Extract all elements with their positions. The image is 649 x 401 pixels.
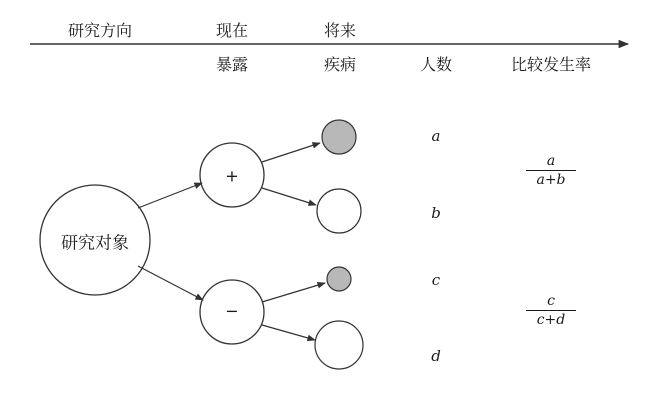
unexposed-healthy-circle <box>315 321 363 369</box>
negative-exposure-sign: − <box>225 301 239 321</box>
study-subject-label: 研究对象 <box>61 233 129 254</box>
positive-exposure-sign: + <box>225 166 239 186</box>
header-exposure: 暴露 <box>215 55 249 74</box>
header-present: 现在 <box>215 21 249 40</box>
rate-unexposed <box>526 293 576 328</box>
rate-unexposed-numerator: c <box>547 293 555 309</box>
unexposed-diseased-circle <box>327 267 351 291</box>
rate-unexposed-denominator: c+d <box>536 312 566 328</box>
arrow-exposed-diseased <box>262 143 320 162</box>
header-count: 人数 <box>419 55 453 74</box>
header-direction: 研究方向 <box>67 21 133 40</box>
rate-exposed <box>526 153 576 188</box>
rate-exposed-denominator: a+b <box>536 172 566 188</box>
header-incidence: 比较发生率 <box>510 55 592 74</box>
exposed-diseased-circle <box>322 120 356 154</box>
header-disease: 疾病 <box>323 55 357 74</box>
count-c: c <box>431 271 441 289</box>
exposed-healthy-circle <box>317 189 361 233</box>
arrow-unexposed-healthy <box>262 325 315 340</box>
arrow-subject-unexposed <box>138 266 203 300</box>
count-b: b <box>431 204 441 222</box>
count-a: a <box>431 127 441 145</box>
count-d: d <box>431 347 441 365</box>
arrow-exposed-healthy <box>262 188 316 205</box>
arrow-subject-exposed <box>138 183 202 208</box>
rate-exposed-numerator: a <box>546 153 556 169</box>
header-future: 将来 <box>323 21 357 40</box>
arrow-unexposed-diseased <box>262 283 325 302</box>
